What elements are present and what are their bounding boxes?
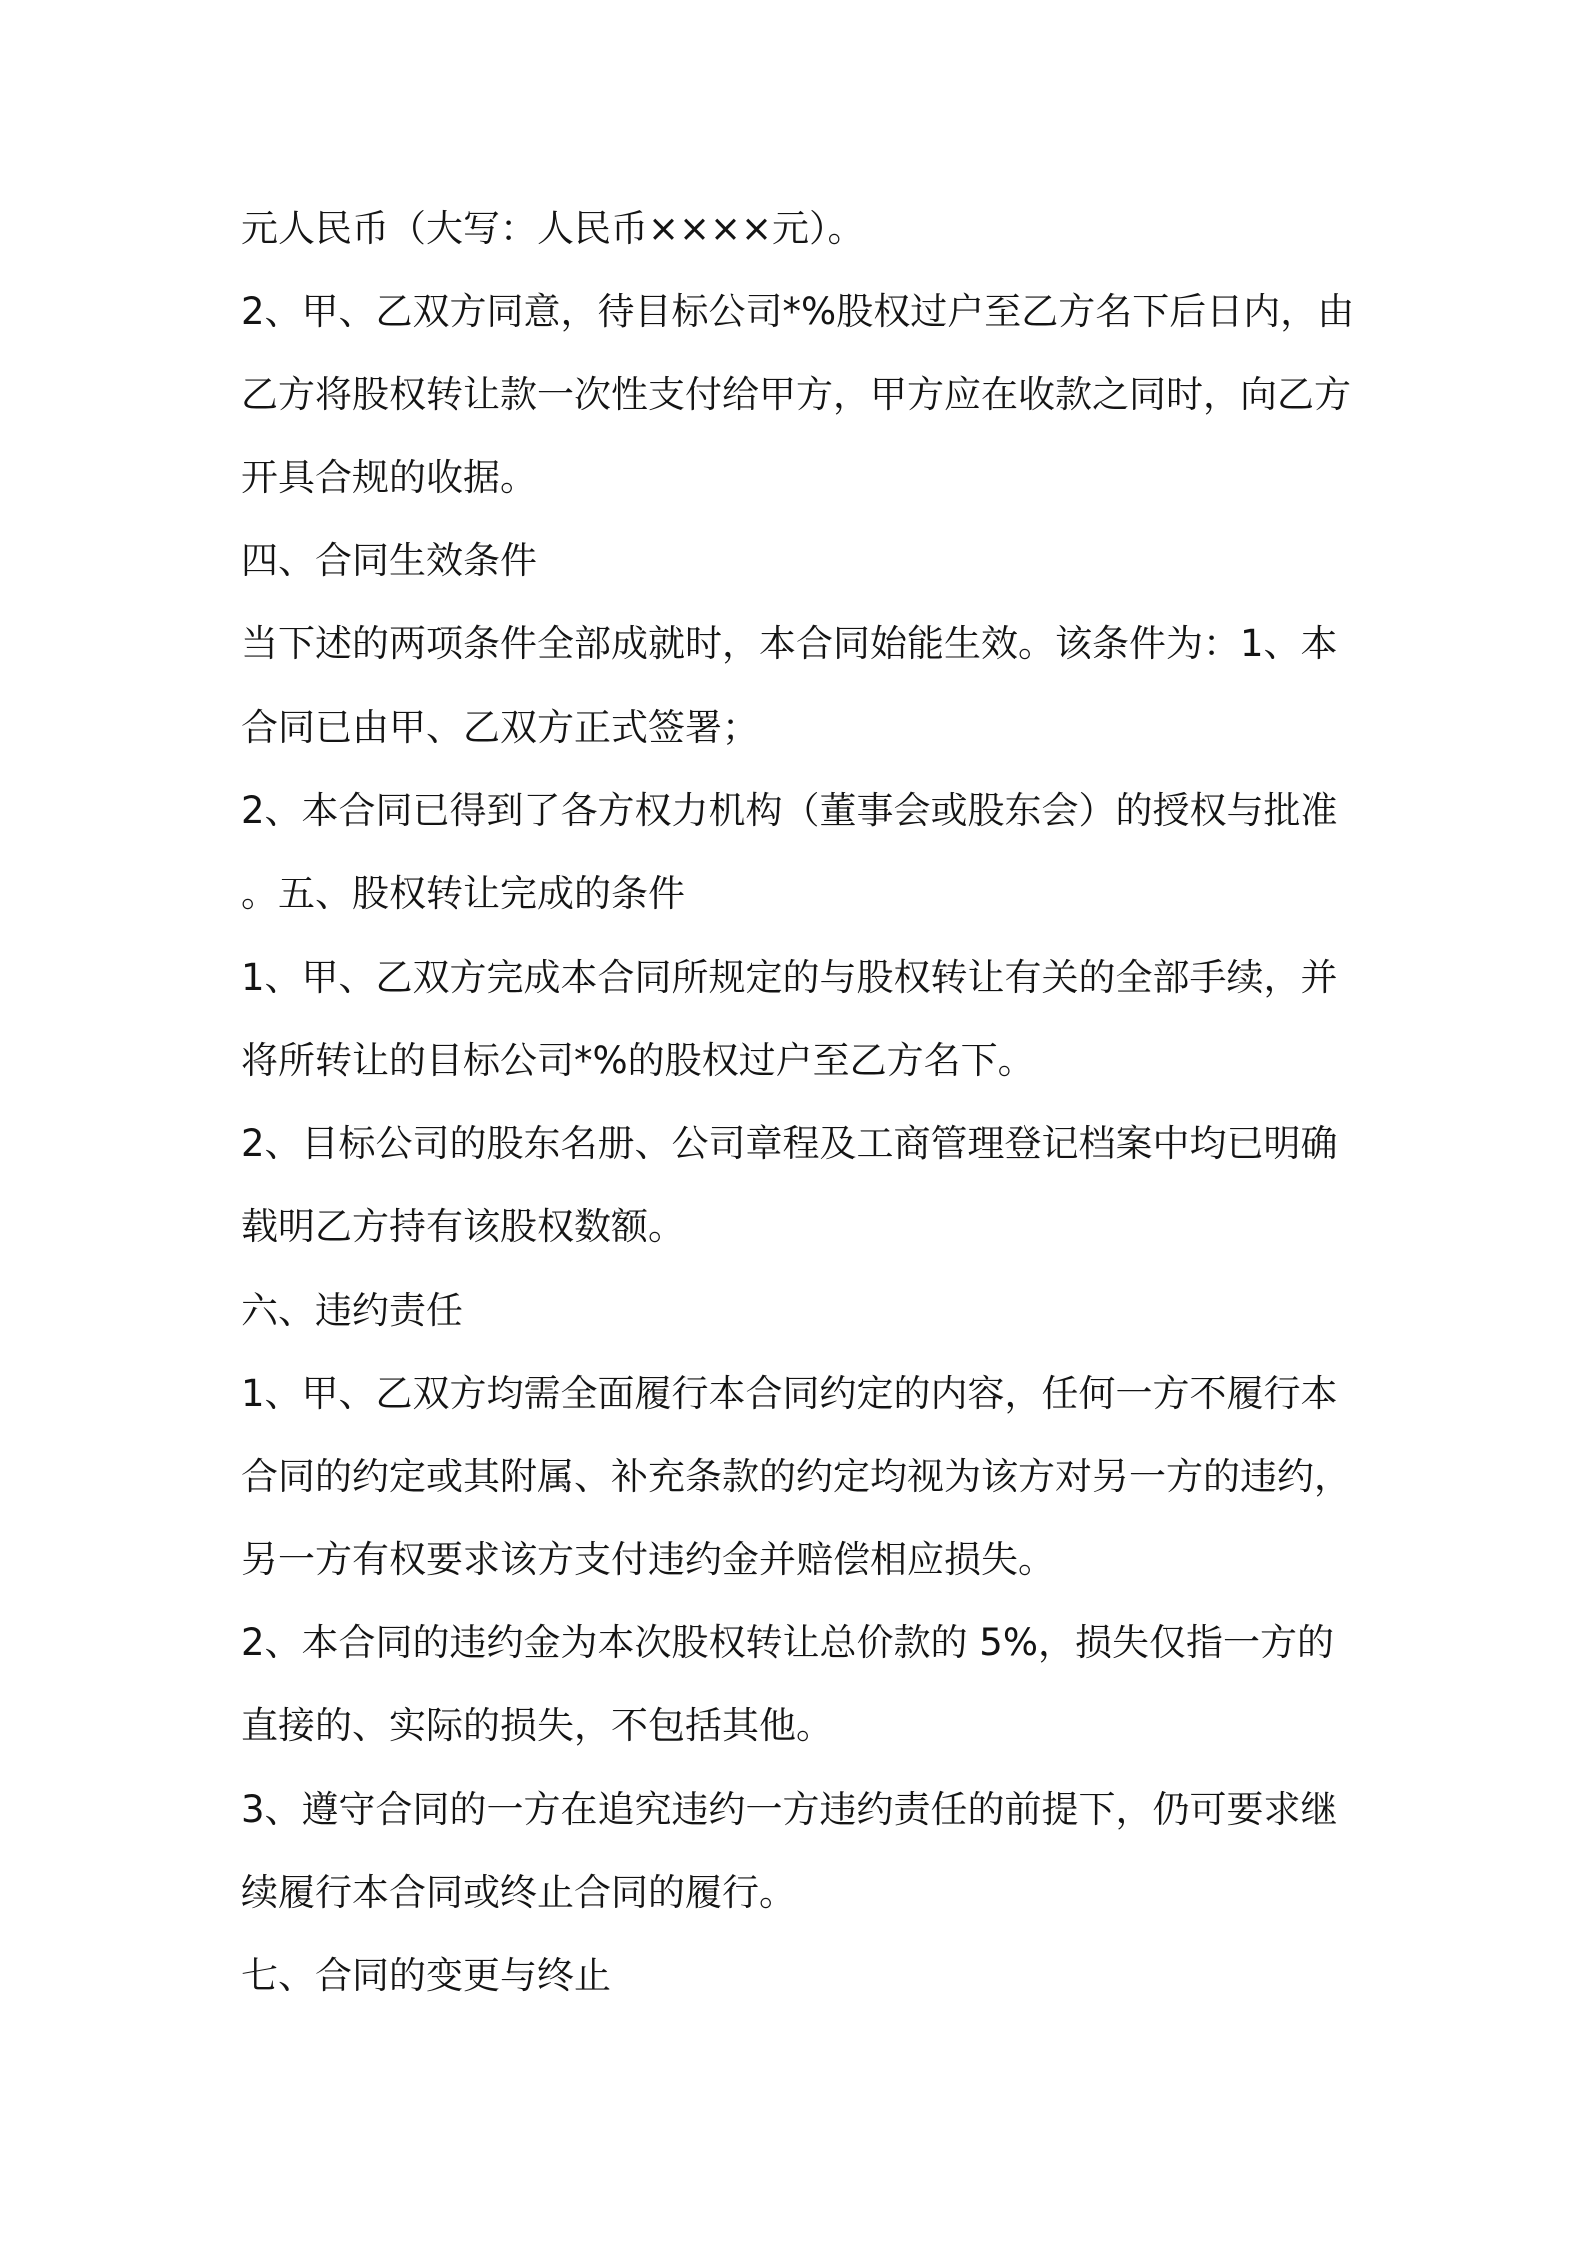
text-line: 开具合规的收据。: [241, 456, 537, 499]
text-line: 续履行本合同或终止合同的履行。: [241, 1871, 796, 1914]
section-heading: 四、合同生效条件: [241, 539, 537, 582]
text-line: 2、甲、乙双方同意，待目标公司*%股权过户至乙方名下后日内，由: [241, 290, 1355, 333]
text-line: 1、甲、乙双方均需全面履行本合同约定的内容，任何一方不履行本: [241, 1372, 1338, 1415]
text-line: 载明乙方持有该股权数额。: [241, 1205, 685, 1248]
section-heading: 六、违约责任: [241, 1289, 463, 1332]
section-heading: 七、合同的变更与终止: [241, 1954, 611, 1997]
text-line: 2、本合同的违约金为本次股权转让总价款的 5%，损失仅指一方的: [241, 1621, 1334, 1664]
text-line: 3、遵守合同的一方在追究违约一方违约责任的前提下，仍可要求继: [241, 1788, 1338, 1831]
text-line: 2、本合同已得到了各方权力机构（董事会或股东会）的授权与批准: [241, 789, 1338, 832]
text-line: 将所转让的目标公司*%的股权过户至乙方名下。: [241, 1039, 1035, 1082]
text-line: 当下述的两项条件全部成就时，本合同始能生效。该条件为：1、本: [241, 622, 1338, 665]
text-line: 合同已由甲、乙双方正式签署；: [241, 706, 759, 749]
text-line: 2、目标公司的股东名册、公司章程及工商管理登记档案中均已明确: [241, 1122, 1338, 1165]
text-line: 乙方将股权转让款一次性支付给甲方，甲方应在收款之同时，向乙方: [241, 373, 1351, 416]
text-line: 1、甲、乙双方完成本合同所规定的与股权转让有关的全部手续，并: [241, 956, 1338, 999]
text-line: 合同的约定或其附属、补充条款的约定均视为该方对另一方的违约，: [241, 1455, 1351, 1498]
text-line: 另一方有权要求该方支付违约金并赔偿相应损失。: [241, 1538, 1055, 1581]
section-heading: 。五、股权转让完成的条件: [241, 872, 685, 915]
text-line: 直接的、实际的损失，不包括其他。: [241, 1704, 833, 1747]
text-line: 元人民币（大写：人民币××××元）。: [241, 207, 865, 250]
